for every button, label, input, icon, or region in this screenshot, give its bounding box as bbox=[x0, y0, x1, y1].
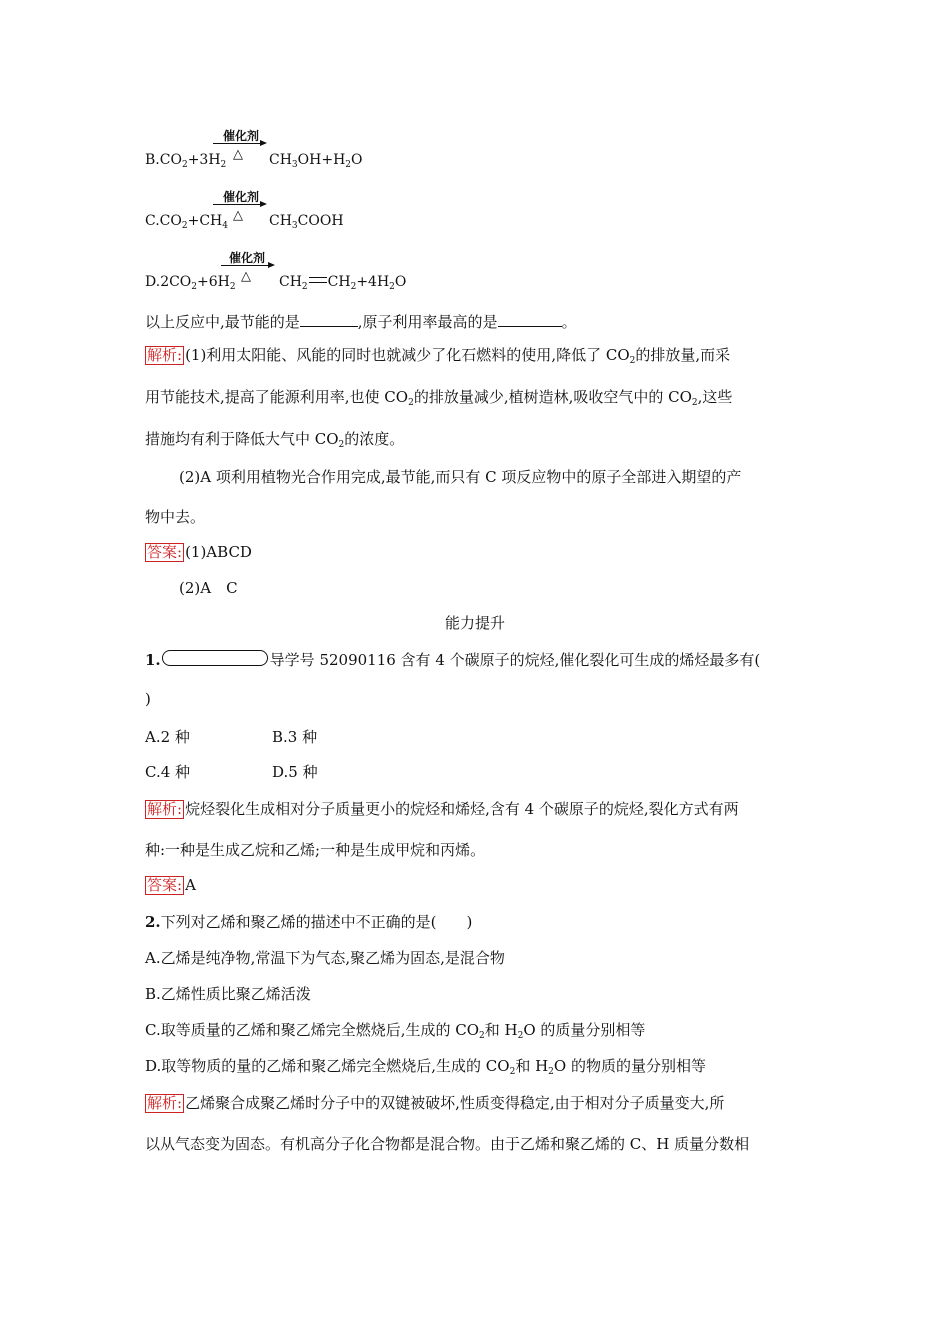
q1-badge bbox=[162, 650, 268, 666]
analysis-tag: 解析: bbox=[147, 800, 183, 818]
equation-b-catalyst: 催化剂 bbox=[223, 129, 260, 143]
q1-options-row-2 bbox=[145, 762, 445, 782]
q1-analysis-line-1: 解析: 烷烃裂化生成相对分子质量更小的烷烃和烯烃,含有 4 个碳原子的烷烃,裂化方式有两 bbox=[147, 800, 739, 818]
q2-stem: 2.下列对乙烯和聚乙烯的描述中不正确的是( ) bbox=[145, 913, 473, 931]
section-title: 能力提升 bbox=[444, 614, 505, 632]
q2-option-a: A.乙烯是纯净物,常温下为气态,聚乙烯为固态,是混合物 bbox=[145, 949, 505, 967]
answer-1-line-2: (2)A C bbox=[179, 579, 238, 597]
q2-option-d: D.取等物质的量的乙烯和聚乙烯完全燃烧后,生成的 $CO_2$和 $H_2O$ 的物质的量分别相等 bbox=[145, 1057, 706, 1077]
equation-c-products: $CH_3COOH$ bbox=[269, 213, 344, 231]
equation-c-heat: △ bbox=[233, 208, 243, 223]
equation-d-catalyst: 催化剂 bbox=[229, 251, 266, 265]
q1-stem: 1. 导学号 52090116 含有 4 个碳原子的烷烃,催化裂化可生成的烯烃最多有( bbox=[145, 651, 761, 669]
q1-number: 1. bbox=[145, 651, 161, 669]
analysis-1-line-5: 物中去。 bbox=[145, 508, 206, 526]
equation-d-arrow bbox=[221, 265, 273, 266]
analysis-1-line-2: 用节能技术,提高了能源利用率,也使 $CO_2$的排放量减少,植树造林,吸收空气中的 $CO_2$,这些 bbox=[145, 388, 733, 408]
analysis-tag: 解析: bbox=[147, 346, 183, 364]
question-line: 以上反应中,最节能的是 ,原子利用率最高的是 。 bbox=[145, 313, 577, 331]
analysis-1-line-3: 措施均有利于降低大气中 $CO_2$的浓度。 bbox=[145, 430, 405, 450]
q1-option-c: C.4 种 bbox=[145, 763, 191, 781]
analysis-tag: 解析: bbox=[147, 1094, 183, 1112]
equation-c-arrow bbox=[213, 204, 265, 205]
q1-option-a: A.2 种 bbox=[145, 728, 190, 746]
equation-b-reactants: $B.CO_2+3H_2$ bbox=[145, 152, 227, 170]
equation-c-catalyst: 催化剂 bbox=[223, 190, 260, 204]
equation-d-heat: △ bbox=[241, 269, 251, 284]
q1-options-row-1 bbox=[145, 727, 445, 747]
q1-analysis-line-2: 种:一种是生成乙烷和乙烯;一种是生成甲烷和丙烯。 bbox=[145, 841, 486, 859]
q2-option-c: C.取等质量的乙烯和聚乙烯完全燃烧后,生成的 $CO_2$和 $H_2O$ 的质量分别相等 bbox=[145, 1021, 646, 1041]
analysis-1-line-1: 解析: (1)利用太阳能、风能的同时也就减少了化石燃料的使用,降低了 $CO_2$的排放量,而采 bbox=[147, 346, 731, 366]
answer-blank-2 bbox=[498, 311, 562, 327]
equation-b-arrow bbox=[213, 143, 265, 144]
equation-b bbox=[145, 124, 365, 172]
q2-number: 2. bbox=[145, 913, 161, 931]
q1-option-b: B.3 种 bbox=[272, 728, 318, 746]
answer-blank-1 bbox=[300, 311, 358, 327]
equation-b-products: $CH_3OH+H_2O$ bbox=[269, 152, 363, 170]
q2-analysis-line-1: 解析: 乙烯聚合成聚乙烯时分子中的双键被破坏,性质变得稳定,由于相对分子质量变大,所 bbox=[147, 1094, 725, 1112]
equation-c-reactants: $C.CO_2+CH_4$ bbox=[145, 213, 228, 231]
q2-option-b: B.乙烯性质比聚乙烯活泼 bbox=[145, 985, 311, 1003]
equation-d-reactants: $D.2CO_2+6H_2$ bbox=[145, 274, 236, 292]
answer-tag: 答案: bbox=[147, 876, 183, 894]
q1-stem-close: ) bbox=[145, 690, 151, 708]
answer-1-line-1: 答案: (1)ABCD bbox=[147, 543, 252, 561]
q1-option-d: D.5 种 bbox=[272, 763, 318, 781]
equation-d-products: $CH_2$ $CH_2+4H_2O$ bbox=[279, 274, 407, 292]
analysis-1-line-4: (2)A 项利用植物光合作用完成,最节能,而只有 C 项反应物中的原子全部进入期望的产 bbox=[179, 468, 742, 486]
answer-tag: 答案: bbox=[147, 543, 183, 561]
q2-analysis-line-2: 以从气态变为固态。有机高分子化合物都是混合物。由于乙烯和聚乙烯的 C、H 质量分数相 bbox=[145, 1135, 750, 1153]
equation-c bbox=[145, 185, 365, 233]
equation-d bbox=[145, 246, 407, 294]
equation-b-heat: △ bbox=[233, 147, 243, 162]
q1-answer-line: 答案: A bbox=[147, 876, 196, 894]
